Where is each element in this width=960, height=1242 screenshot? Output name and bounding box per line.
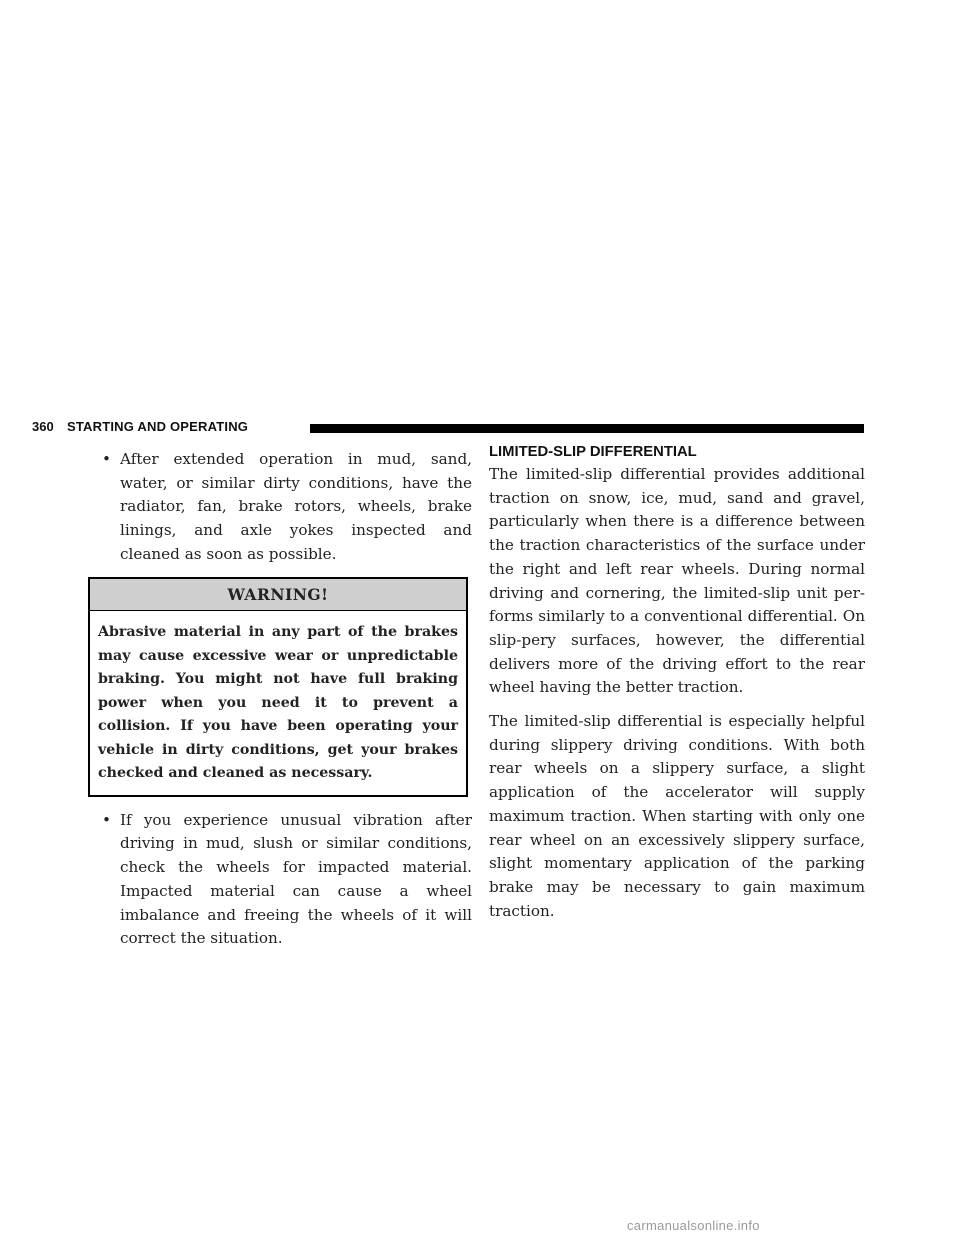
header-rule [310,424,864,433]
warning-title: WARNING! [90,579,466,612]
paragraph: The limited-slip differential provides additional traction on snow, ice, mud, sand and gravel, particularly when there is a difference between the traction characteristics of the surface under the right and left rear wheels. During normal driving and cornering, the limited-slip unit per-forms similarly to a conventional differential. On slip-pery surfaces, however, the differential delivers more of the driving effort to the rear wheel having the better traction. [489,465,865,697]
bullet-icon: • [102,450,111,468]
warning-box [88,577,468,797]
section-title: STARTING AND OPERATING [67,419,249,434]
bullet-text: After extended operation in mud, sand, water, or similar dirty conditions, have the radiator, fan, brake rotors, wheels, brake linings, and axle yokes inspected and cleaned as soon as possible. [120,450,472,563]
bullet-item [96,809,472,951]
left-column [96,448,472,961]
right-column [489,443,865,933]
paragraph: The limited-slip differential is especially helpful during slippery driving conditions. With both rear wheels on a slippery surface, a slight application of the accelerator will supply maximum traction. When starting with only one rear wheel on an excessively slippery surface, slight momentary application of the parking brake may be necessary to gain maximum traction. [489,712,865,920]
page-header [32,419,864,435]
bullet-text: If you experience unusual vibration after driving in mud, slush or similar conditions, check the wheels for impacted material. Impacted material can cause a wheel imbalance and freeing the wheels of it will correct the situation. [120,810,472,948]
page-number: 360 [32,419,54,434]
warning-body: Abrasive material in any part of the brakes may cause excessive wear or unpredictable braking. You might not have full braking power when you need it to prevent a collision. If you have been operating your vehicle in dirty conditions, get your brakes checked and cleaned as necessary. [98,624,458,782]
watermark-text: carmanualsonline.info [627,1218,760,1233]
bullet-item [96,448,472,567]
bullet-icon: • [102,810,111,829]
section-heading: LIMITED-SLIP DIFFERENTIAL [489,444,697,460]
